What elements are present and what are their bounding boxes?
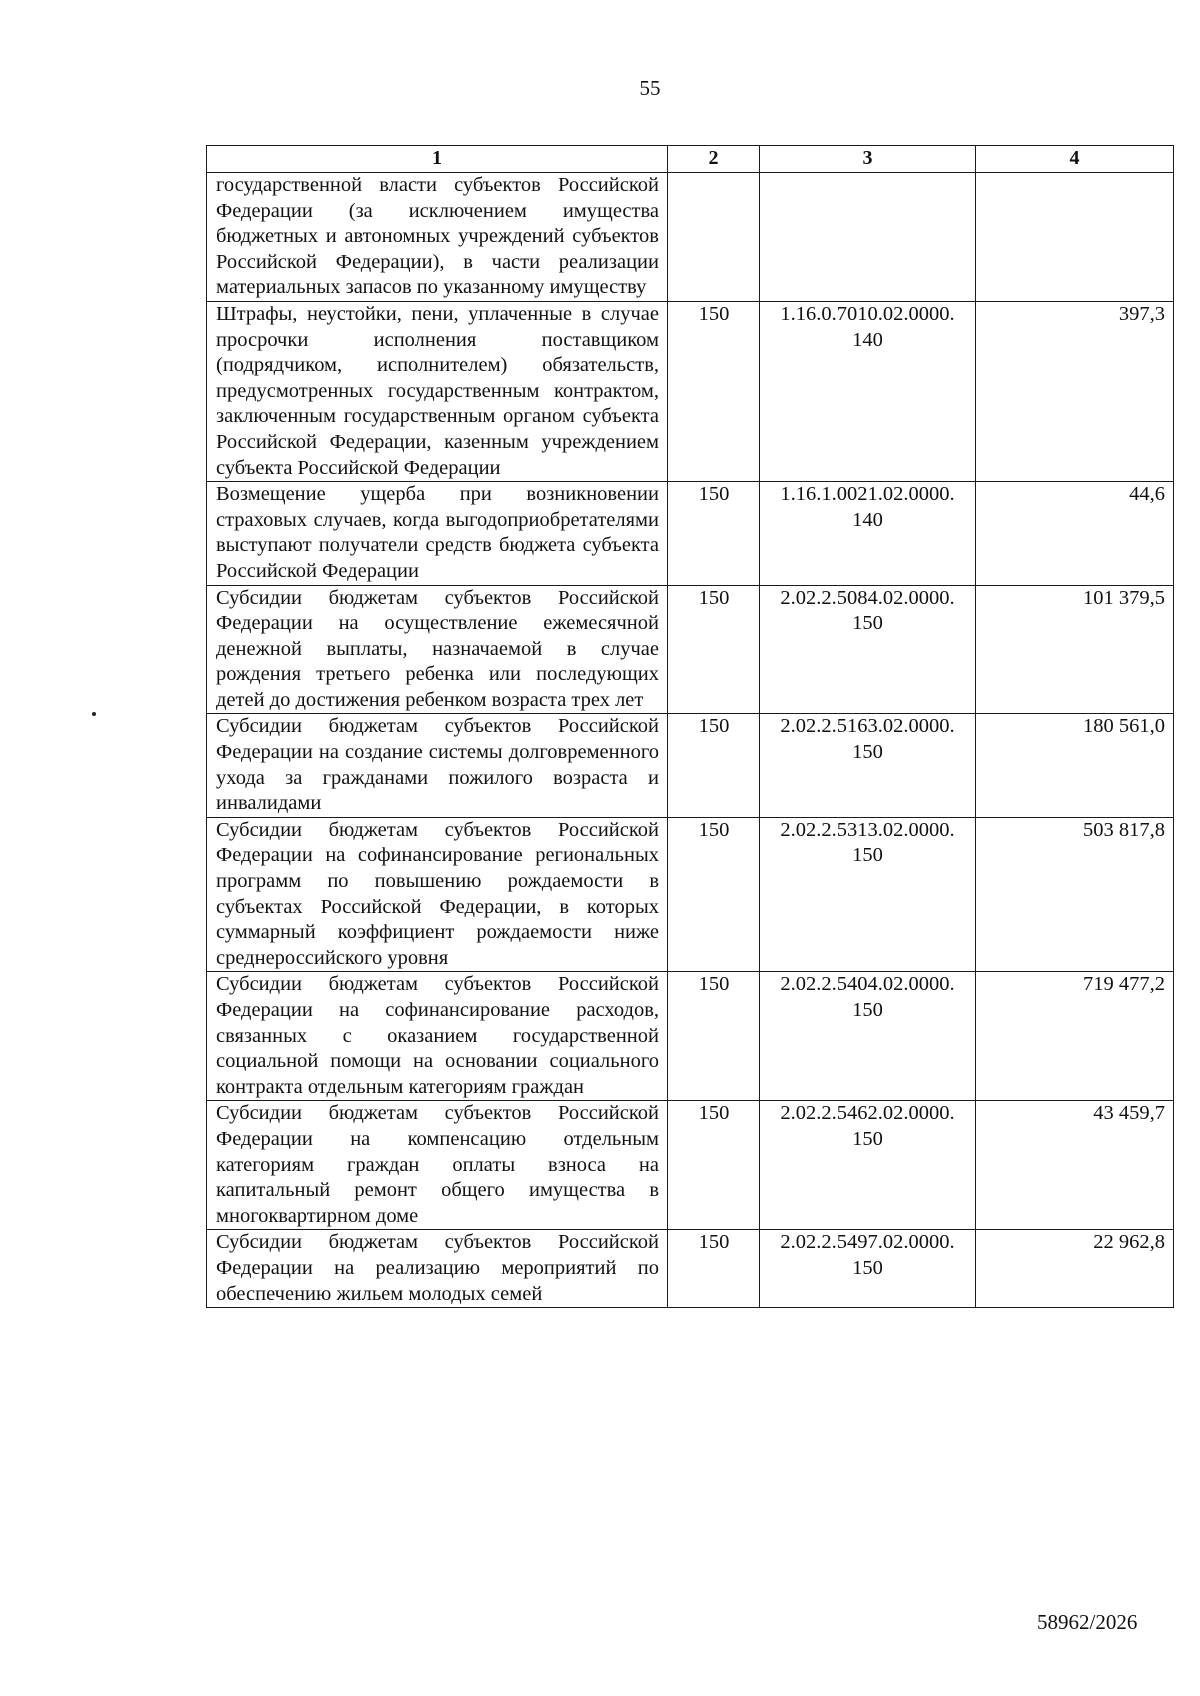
- row-classification-code: 2.02.2.5163.02.0000. 150: [760, 714, 976, 817]
- table-header-row: [207, 146, 1174, 173]
- row-classification-code: 2.02.2.5084.02.0000. 150: [760, 585, 976, 714]
- row-admin-code: 150: [668, 482, 760, 585]
- row-admin-code: 150: [668, 585, 760, 714]
- row-name: Возмещение ущерба при возникновении страховых случаев, когда выгодоприобретателями выступают получатели средств бюджета субъекта Российской Федерации: [207, 482, 668, 585]
- row-admin-code: 150: [668, 714, 760, 817]
- row-admin-code: 150: [668, 972, 760, 1101]
- table-row: [207, 1230, 1174, 1308]
- header-col-4: 4: [976, 146, 1174, 173]
- row-classification-code: 1.16.1.0021.02.0000. 140: [760, 482, 976, 585]
- row-classification-code: 2.02.2.5313.02.0000. 150: [760, 817, 976, 972]
- row-classification-code: [760, 173, 976, 302]
- row-admin-code: 150: [668, 301, 760, 481]
- row-admin-code: 150: [668, 1101, 760, 1230]
- row-admin-code: 150: [668, 1230, 760, 1308]
- row-classification-code: 2.02.2.5404.02.0000. 150: [760, 972, 976, 1101]
- row-name: Субсидии бюджетам субъектов Российской Федерации на софинансирование региональных программ по повышению рождаемости в субъектах Российской Федерации, в которых суммарный коэффициент рождаемости ниже среднероссийского уровня: [207, 817, 668, 972]
- row-name: государственной власти субъектов Российской Федерации (за исключением имущества бюджетных и автономных учреждений субъектов Российской Федерации), в части реализации материальных запасов по указанному имуществу: [207, 173, 668, 302]
- row-name: Субсидии бюджетам субъектов Российской Федерации на софинансирование расходов, связанных с оказанием государственной социальной помощи на основании социального контракта отдельным категориям граждан: [207, 972, 668, 1101]
- row-name: Субсидии бюджетам субъектов Российской Федерации на создание системы долговременного ухода за гражданами пожилого возраста и инвалидами: [207, 714, 668, 817]
- table-row: [207, 817, 1174, 972]
- table-row: [207, 585, 1174, 714]
- page-number: 55: [639, 76, 661, 100]
- row-classification-code: 2.02.2.5497.02.0000. 150: [760, 1230, 976, 1308]
- row-amount: 44,6: [976, 482, 1174, 585]
- row-amount: 22 962,8: [976, 1230, 1174, 1308]
- header-col-1: 1: [207, 146, 668, 173]
- row-name: Штрафы, неустойки, пени, уплаченные в случае просрочки исполнения поставщиком (подрядчиком, исполнителем) обязательств, предусмотренных государственным контрактом, заключенным государственным органом субъекта Российской Федерации, казенным учреждением субъекта Российской Федерации: [207, 301, 668, 481]
- row-amount: 180 561,0: [976, 714, 1174, 817]
- document-registration-number: 58962/2026: [1037, 1610, 1138, 1634]
- row-amount: 43 459,7: [976, 1101, 1174, 1230]
- table-row: [207, 173, 1174, 302]
- table-row: [207, 972, 1174, 1101]
- header-col-2: 2: [668, 146, 760, 173]
- row-name: Субсидии бюджетам субъектов Российской Федерации на компенсацию отдельным категориям граждан оплаты взноса на капитальный ремонт общего имущества в многоквартирном доме: [207, 1101, 668, 1230]
- table-row: [207, 301, 1174, 481]
- header-col-3: 3: [760, 146, 976, 173]
- row-name: Субсидии бюджетам субъектов Российской Федерации на осуществление ежемесячной денежной выплаты, назначаемой в случае рождения третьего ребенка или последующих детей до достижения ребенком возраста трех лет: [207, 585, 668, 714]
- row-amount: 503 817,8: [976, 817, 1174, 972]
- row-amount: [976, 173, 1174, 302]
- row-amount: 101 379,5: [976, 585, 1174, 714]
- row-classification-code: 2.02.2.5462.02.0000. 150: [760, 1101, 976, 1230]
- row-amount: 719 477,2: [976, 972, 1174, 1101]
- revenue-table: [206, 145, 1174, 1308]
- table-row: [207, 714, 1174, 817]
- row-admin-code: [668, 173, 760, 302]
- row-amount: 397,3: [976, 301, 1174, 481]
- row-admin-code: 150: [668, 817, 760, 972]
- row-classification-code: 1.16.0.7010.02.0000. 140: [760, 301, 976, 481]
- table-row: [207, 482, 1174, 585]
- table-row: [207, 1101, 1174, 1230]
- row-name: Субсидии бюджетам субъектов Российской Федерации на реализацию мероприятий по обеспечению жильем молодых семей: [207, 1230, 668, 1308]
- scan-artifact-dot: [92, 712, 96, 716]
